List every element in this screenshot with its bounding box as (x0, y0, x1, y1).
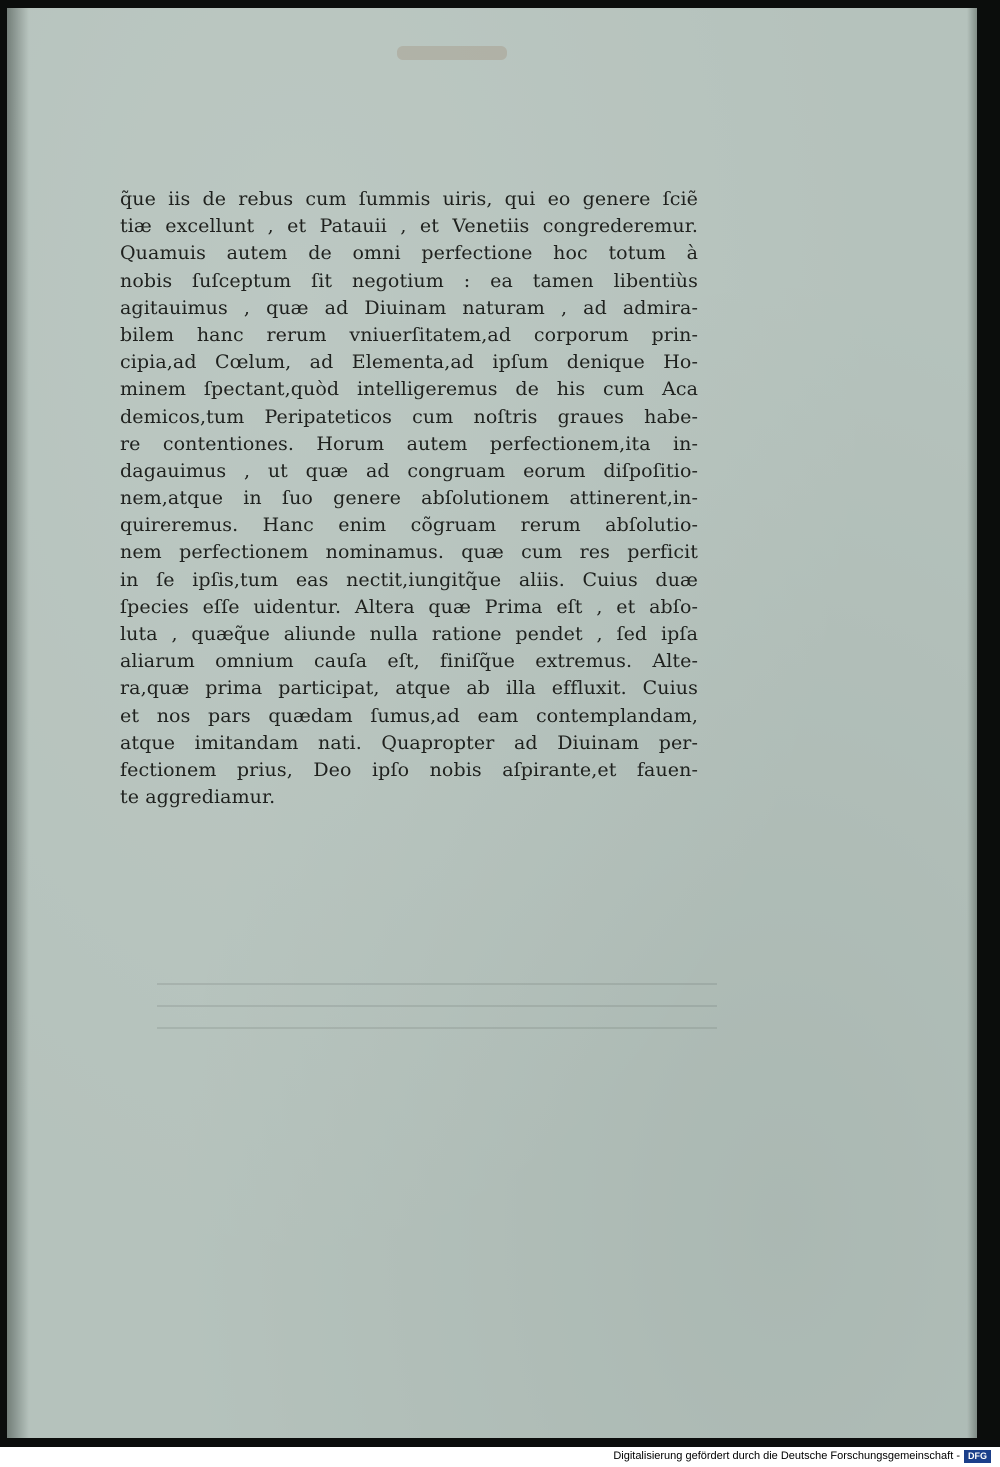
page-stain (397, 46, 507, 60)
dfg-logo: DFG (964, 1450, 991, 1463)
text-line: nobis ſuſceptum ſit negotium : ea tamen libentiùs (120, 269, 698, 292)
text-line: aliarum omnium cauſa eſt, finiſq̃ue extremus. Alte- (120, 650, 698, 673)
footer-bar (0, 1447, 1000, 1467)
text-line: minem ſpectant,quòd intelligeremus de his cum Aca (120, 378, 698, 401)
text-line: demicos,tum Peripateticos cum noſtris graues habe- (120, 405, 698, 428)
funding-credit: Digitalisierung gefördert durch die Deutsche Forschungsgemeinschaft - (613, 1450, 960, 1462)
text-line: cipia,ad Cœlum, ad Elementa,ad ipſum denique Ho- (120, 351, 698, 374)
text-line: dagauimus , ut quæ ad congruam eorum diſpoſitio- (120, 459, 698, 482)
text-line: tiæ excellunt , et Patauii , et Venetiis congrederemur. (120, 215, 698, 238)
show-through-text (157, 983, 717, 1063)
text-line: quireremus. Hanc enim cõgruam rerum abſolutio- (120, 514, 698, 537)
text-line: Quamuis autem de omni perfectione hoc totum à (120, 242, 698, 265)
text-line: nem perfectionem nominamus. quæ cum res perficit (120, 541, 698, 564)
text-line: ſpecies eſſe uidentur. Altera quæ Prima eſt , et abſo- (120, 595, 698, 618)
page-gutter-shadow (7, 8, 29, 1438)
text-line: ra,quæ prima participat, atque ab illa effluxit. Cuius (120, 677, 698, 700)
body-text (120, 186, 698, 811)
text-line: in ſe ipſis,tum eas nectit,iungitq̃ue aliis. Cuius duæ (120, 568, 698, 591)
text-line: bilem hanc rerum vniuerſitatem,ad corporum prin- (120, 323, 698, 346)
text-line: re contentiones. Horum autem perfectionem,ita in- (120, 432, 698, 455)
text-line: q̃ue iis de rebus cum ſummis uiris, qui eo genere ſciẽ (120, 188, 698, 210)
text-line: et nos pars quædam ſumus,ad eam contemplandam, (120, 704, 698, 727)
text-line: nem,atque in ſuo genere abſolutionem attinerent,in- (120, 487, 698, 510)
text-line: agitauimus , quæ ad Diuinam naturam , ad admira- (120, 296, 698, 319)
text-line: luta , quæq̃ue aliunde nulla ratione pendet , ſed ipſa (120, 623, 698, 645)
text-line: atque imitandam nati. Quapropter ad Diuinam per- (120, 731, 698, 754)
page-edge-shadow (967, 8, 977, 1438)
text-line: fectionem prius, Deo ipſo nobis aſpirante,et fauen- (120, 758, 698, 781)
text-line: te aggrediamur. (120, 786, 276, 809)
